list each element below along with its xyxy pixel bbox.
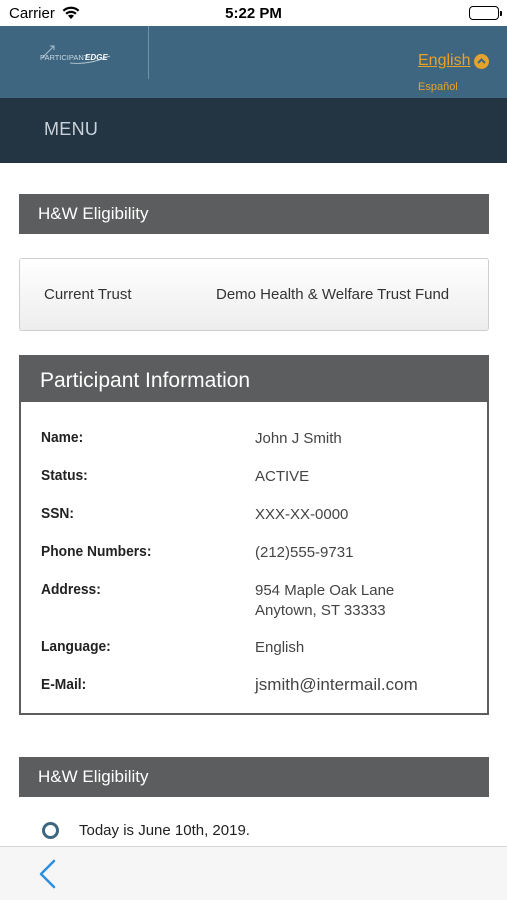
bottom-toolbar — [0, 846, 507, 900]
status-bar — [0, 0, 507, 26]
info-label: SSN: — [41, 505, 74, 522]
section-title-eligibility: H&W Eligibility — [19, 194, 489, 234]
participant-info-card — [19, 355, 489, 715]
svg-text:PARTICIPANT: PARTICIPANT — [40, 53, 89, 62]
menu-bar[interactable] — [0, 98, 507, 163]
language-english-link[interactable]: English — [418, 52, 471, 69]
menu-label[interactable]: MENU — [44, 119, 99, 139]
back-chevron-icon[interactable] — [36, 859, 60, 889]
info-label: Address: — [41, 581, 101, 598]
info-row-address — [41, 581, 471, 621]
info-value: XXX-XX-0000 — [255, 506, 349, 523]
language-espanol-link[interactable]: Español — [418, 81, 458, 93]
phone-number-value[interactable]: (212)555-9731 — [255, 544, 354, 561]
address-line-2: Anytown, ST 33333 — [255, 602, 386, 619]
section-title-eligibility-2: H&W Eligibility — [19, 757, 489, 797]
current-trust-label: Current Trust — [44, 286, 132, 303]
eligibility-list-item — [42, 822, 250, 839]
info-value: ACTIVE — [255, 468, 310, 485]
battery-icon — [469, 6, 499, 20]
carrier-label: Carrier — [9, 5, 55, 22]
info-label: Language: — [41, 638, 111, 655]
info-label: E-Mail: — [41, 676, 87, 693]
app-header — [0, 26, 507, 98]
chevron-up-icon[interactable] — [474, 54, 489, 69]
email-value[interactable]: jsmith@intermail.com — [255, 675, 418, 694]
participant-info-title: Participant Information — [21, 357, 487, 402]
info-value: John J Smith — [255, 430, 342, 447]
address-line-1: 954 Maple Oak Lane — [255, 582, 395, 599]
current-trust-value: Demo Health & Welfare Trust Fund — [216, 286, 450, 303]
current-trust-card — [19, 258, 489, 331]
header-divider — [148, 26, 149, 79]
clock: 5:22 PM — [225, 5, 282, 22]
eligibility-date-text: Today is June 10th, 2019. — [79, 822, 250, 839]
info-label: Status: — [41, 467, 88, 484]
info-label: Name: — [41, 429, 84, 446]
participantedge-logo[interactable] — [40, 44, 114, 66]
radio-circle-icon — [42, 822, 59, 839]
svg-text:EDGE: EDGE — [85, 53, 108, 62]
info-label: Phone Numbers: — [41, 543, 152, 560]
info-value: English — [255, 639, 305, 656]
